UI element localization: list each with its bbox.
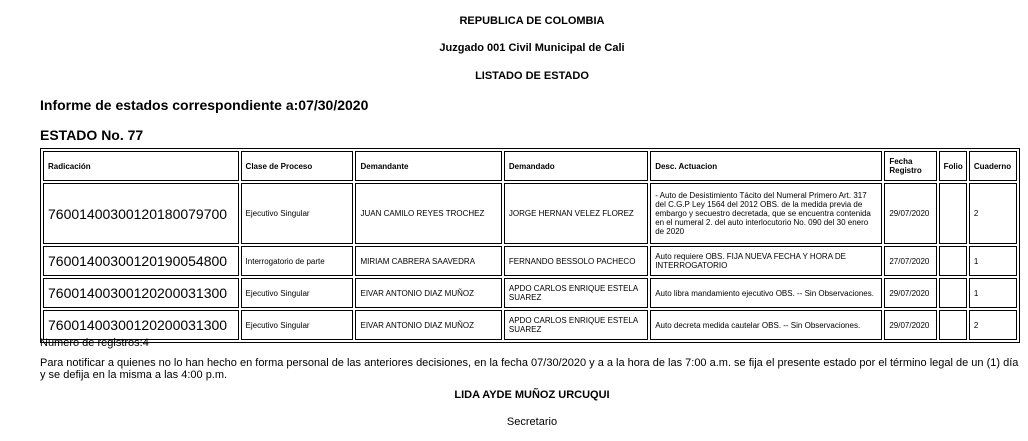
record-count: Numero de registros:4 (40, 337, 149, 349)
cell-desc: - Auto de Desistimiento Tácito del Numeral Primero Art. 317 del C.G.P Ley 1564 del 2012 OBS. de la medida previa de embargo y secuestro decretada, que se encuentra contenida en el numeral 2. del auto interlocutorio No. 090 del 30 enero de 2020 (650, 183, 882, 244)
cell-demandante: JUAN CAMILO REYES TROCHEZ (355, 183, 501, 244)
cell-folio (939, 246, 967, 276)
cell-clase: Ejecutivo Singular (241, 278, 354, 308)
cell-folio (939, 183, 967, 244)
table-row (43, 246, 1017, 276)
col-header-cuaderno: Cuaderno (969, 151, 1017, 181)
cell-demandado: JORGE HERNAN VELEZ FLOREZ (504, 183, 648, 244)
col-header-demandado: Demandado (504, 151, 648, 181)
cell-clase: Interrogatorio de parte (241, 246, 354, 276)
col-header-radicacion: Radicación (43, 151, 239, 181)
cell-cuaderno: 2 (969, 310, 1017, 340)
col-header-clase: Clase de Proceso (241, 151, 354, 181)
table-row (43, 278, 1017, 308)
cell-clase: Ejecutivo Singular (241, 183, 354, 244)
table-row (43, 310, 1017, 340)
cell-demandante: MIRIAM CABRERA SAAVEDRA (355, 246, 501, 276)
cell-fecha: 29/07/2020 (884, 310, 936, 340)
cell-radicacion: 76001400300120200031300 (43, 310, 239, 340)
estado-table (40, 148, 1020, 343)
cell-desc: Auto libra mandamiento ejecutivo OBS. -- Sin Observaciones. (650, 278, 882, 308)
col-header-fecha: Fecha Registro (884, 151, 936, 181)
cell-clase: Ejecutivo Singular (241, 310, 354, 340)
signatory-role: Secretario (506, 416, 558, 428)
cell-fecha: 29/07/2020 (884, 183, 936, 244)
cell-desc: Auto requiere OBS. FIJA NUEVA FECHA Y HORA DE INTERROGATORIO (650, 246, 882, 276)
cell-cuaderno: 1 (969, 246, 1017, 276)
cell-fecha: 27/07/2020 (884, 246, 936, 276)
table-row (43, 183, 1017, 244)
cell-radicacion: 76001400300120180079700 (43, 183, 239, 244)
cell-cuaderno: 2 (969, 183, 1017, 244)
header-country: REPUBLICA DE COLOMBIA (459, 15, 605, 27)
cell-folio (939, 278, 967, 308)
cell-demandante: EIVAR ANTONIO DIAZ MUÑOZ (355, 278, 501, 308)
cell-radicacion: 76001400300120190054800 (43, 246, 239, 276)
cell-folio (939, 310, 967, 340)
estado-number: ESTADO No. 77 (40, 127, 144, 143)
report-title: Informe de estados correspondiente a:07/30/2020 (40, 97, 369, 113)
signatory-name: LIDA AYDE MUÑOZ URCUQUI (454, 389, 610, 401)
table-header-row (43, 151, 1017, 181)
col-header-demandante: Demandante (355, 151, 501, 181)
cell-fecha: 29/07/2020 (884, 278, 936, 308)
cell-demandante: EIVAR ANTONIO DIAZ MUÑOZ (355, 310, 501, 340)
cell-demandado: FERNANDO BESSOLO PACHECO (504, 246, 648, 276)
header-court: Juzgado 001 Civil Municipal de Cali (439, 42, 625, 54)
col-header-folio: Folio (939, 151, 967, 181)
cell-cuaderno: 1 (969, 278, 1017, 308)
cell-radicacion: 76001400300120200031300 (43, 278, 239, 308)
cell-demandado: APDO CARLOS ENRIQUE ESTELA SUAREZ (504, 310, 648, 340)
notification-text: Para notificar a quienes no lo han hecho en forma personal de las anteriores decisiones, en la fecha 07/30/2020 y a a la hora de las 7:00 a.m. se fija el presente estado por el término legal de un (1) día y se defija en la misma a las 4:00 p.m. (40, 357, 1019, 381)
cell-demandado: APDO CARLOS ENRIQUE ESTELA SUAREZ (504, 278, 648, 308)
cell-desc: Auto decreta medida cautelar OBS. -- Sin Observaciones. (650, 310, 882, 340)
header-list-title: LISTADO DE ESTADO (475, 70, 589, 82)
col-header-desc: Desc. Actuacion (650, 151, 882, 181)
